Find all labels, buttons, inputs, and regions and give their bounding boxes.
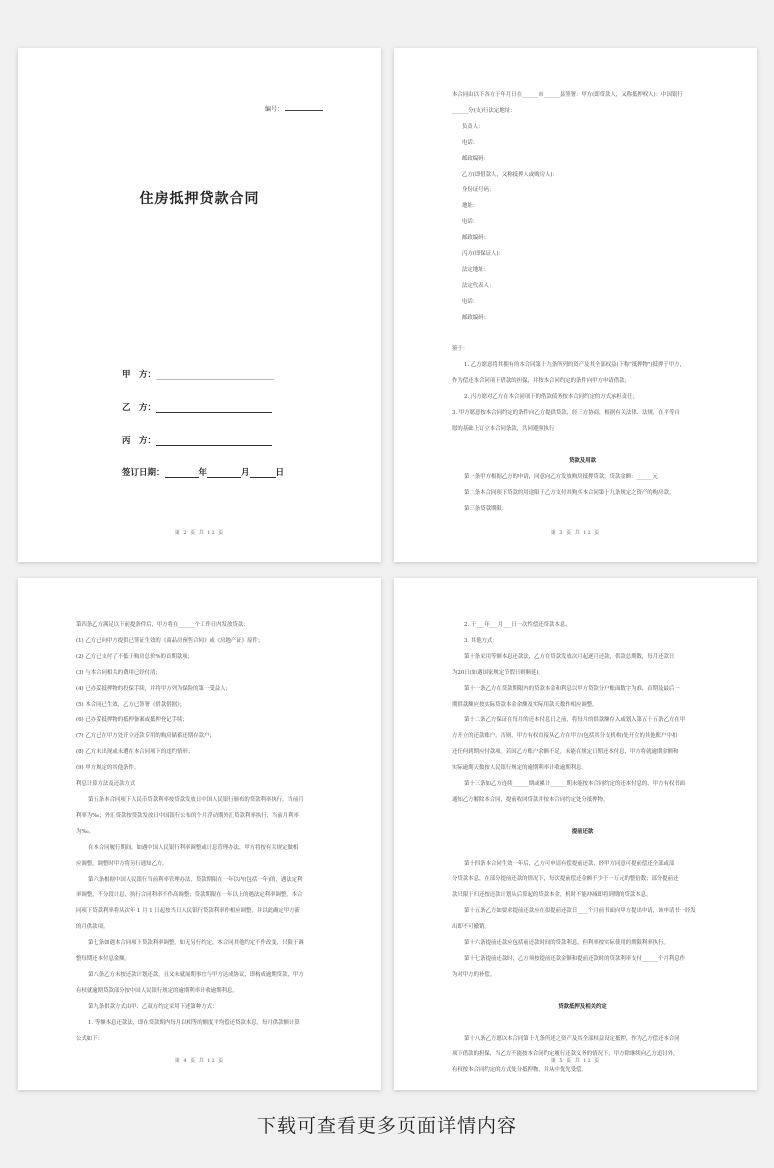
text-line: 分贷款本息，在部分提前还款的情况下，每次提前偿还金额不少于一万元的整倍数；部分提前还	[452, 876, 679, 883]
text-line: (5) 本合同已生效，乙方已签署《借款借据》；	[76, 701, 186, 708]
day-line	[250, 468, 276, 478]
text-line: 有权按本合同约定的方式处分抵押物，并从中优先受偿。	[452, 1067, 587, 1074]
party-c-label: 丙 方：	[122, 436, 157, 446]
text-line: 为‰。	[76, 828, 95, 835]
day-label: 日	[275, 468, 285, 478]
text-line: (6) 已办妥抵押物的抵押备案或抵押登记手续；	[76, 717, 188, 724]
text-line: 公式如下：	[76, 1035, 103, 1042]
download-caption: 下载可查看更多页面详情内容	[256, 1115, 517, 1137]
text-line: 还任何到期应付款项。若因乙方账户余额不足，未能在规定日期还本付息，甲方将就逾期金额和	[452, 749, 679, 756]
text-line: 法定代表人：	[462, 282, 495, 289]
text-line: 第十一条乙方在贷款期限内的贷款本金和利息以甲方贷款分户账面数字为准，首期及最后一	[464, 685, 680, 692]
text-line: 出即不可撤销。	[452, 924, 490, 931]
text-line: 丙方(即保证人)：	[462, 251, 504, 258]
text-line: 2. 于___年___月___日一次性偿还贷款本息。	[464, 622, 571, 628]
text-line: 法定地址：	[462, 266, 489, 273]
text-line: 实际逾期天数按人民银行规定的逾期利率计收逾期利息。	[452, 765, 587, 772]
serial-number-field	[265, 104, 323, 113]
page-number: 第 4 页 共 12 页	[174, 1058, 225, 1064]
text-line: 本合同由以下各方于年月日在______市______县签署：甲方(即贷款人，又称抵押权人)：中国银行	[452, 92, 683, 98]
text-line: 第十三条如乙方连续______期或累计______期未能按本合同约定的还本付息的，甲方有权书面	[464, 781, 686, 788]
text-line: ______分(支)行法定地址：	[452, 107, 516, 114]
document-page-3	[394, 48, 757, 562]
party-c-field	[122, 434, 272, 446]
text-line: 第七条如遇本合同项下贷款利率调整，如无另行约定，本合同其他约定不作改变，只限于调	[88, 940, 304, 947]
text-line: 第八条乙方未按还款计划还款，且又未就展期事宜与甲方达成协议，即构成逾期贷款，甲方	[88, 971, 304, 978]
text-line: 地址：	[462, 203, 479, 210]
text-line: 第十二条乙方保证在每月的还本付息日之前，将每月的供款额存入或划入第五十五条乙方在甲	[464, 717, 686, 724]
text-line: 第十条采用等额本息还款法，乙方在贷款发放次月起逐月还款，供款总期数，每月还款日	[464, 653, 675, 660]
text-line: (9) 甲方规定的其他条件。	[76, 765, 140, 772]
text-line: 第一条甲方根据乙方的申请，同意向乙方发放购房抵押贷款，贷款金额：______元	[464, 473, 659, 480]
page-number: 第 2 页 共 12 页	[174, 530, 225, 536]
text-line: 第十八条乙方愿以本合同第十九条所述之资产及其全部权益设定抵押，作为乙方偿还本合同	[464, 1035, 680, 1042]
text-line: (3) 与本合同相关的费用已经付清；	[76, 669, 161, 676]
text-line: 第五条本合同项下人民币贷款利率按贷款发放日中国人民银行颁布的贷款利率执行，当前月	[88, 796, 304, 803]
page-number: 第 5 页 共 12 页	[550, 1058, 601, 1064]
section-heading: 贷款及用款	[569, 457, 596, 464]
party-c-line	[156, 436, 272, 446]
text-line: 1. 等额本息还款法，即在贷款期内每月以相等的额度平均偿还贷款本息，每月供款额计算	[88, 1019, 300, 1026]
text-line: 的月供款项。	[76, 924, 109, 931]
text-line: 邮政编码：	[462, 314, 489, 321]
sign-date-field	[122, 466, 284, 478]
text-line: (8) 乙方未出现或未遭在本合同项下的违约情形；	[76, 749, 194, 756]
text-line: 愿的基础上订立本合同条款，共同遵照执行	[452, 426, 555, 433]
page-body	[452, 618, 713, 1079]
document-page-4	[18, 578, 381, 1090]
year-label: 年	[198, 468, 208, 478]
text-line: 3. 其他方式：	[464, 637, 498, 644]
contract-title: 住房抵押贷款合同	[139, 191, 260, 207]
month-line	[207, 468, 241, 478]
text-line: 第六条根据中国人民银行当前利率管理办法，贷款期限在一年以内(包括一年)的，遇法定利	[88, 876, 303, 883]
text-line: 1. 乙方愿意将其拥有的本合同第十九条所列的资产及其全部权益(下称"抵押物")抵押于甲方，	[464, 362, 685, 369]
text-line: 同项下贷款利率将从次年 1 月 1 日起按当日人民银行贷款利率作相应调整，并以此确定甲方新	[76, 908, 300, 915]
party-b-field	[122, 401, 272, 413]
party-b-label: 乙 方：	[122, 403, 157, 413]
text-line: 有权就逾期贷款部分按中国人民银行规定的逾期利率计收逾期利息。	[76, 987, 238, 994]
serial-number-label: 编号：	[264, 106, 283, 113]
text-line: 项下借款的担保，当乙方不能按本合同约定履行还款义务的情况下，甲方除继续向乙方追讨外，	[452, 1051, 679, 1058]
party-a-label: 甲 方：	[122, 370, 157, 380]
text-line: 整每期还本付息金额。	[76, 956, 130, 963]
text-line: 率调整，不分段计息，执行合同利率不作高调整；贷款期限在一年以上的遇法定利率调整，本合	[76, 892, 303, 899]
text-line: 第十六条提前还款应包括前还款时间的贷款利息，但利率按实际使用的期限利率执行。	[464, 940, 669, 947]
text-line: 方开立的还款账户，否则，甲方有权直接从乙方在甲方(包括其分支机构)处开立的其他账户中扣	[452, 733, 678, 740]
text-line: 电话：	[462, 219, 479, 226]
text-line: 款只限于归还按还款计划从后算起的贷款本金，机时不能冲减即将到期的贷款本息。	[452, 892, 652, 899]
text-line: 2. 丙方愿对乙方在本合同项下的借款债务按本合同约定的方式承担责任；	[464, 394, 638, 401]
text-line: 鉴于：	[452, 346, 469, 353]
text-line: 第十七条提前还款时，乙方须按提前还款金额和提前还款时的贷款利率支付______个月利息作	[464, 956, 686, 962]
text-line: 身份证号码：	[462, 187, 495, 194]
document-page-5	[394, 578, 757, 1090]
text-line: 为对甲方的补偿。	[452, 971, 496, 978]
text-line: 负责人：	[462, 123, 484, 130]
page-number: 第 3 页 共 12 页	[550, 530, 601, 536]
text-line: 在本合同履行期间，如遇中国人民银行利率调整或计息管理办法，甲方将按有关规定做相	[88, 844, 299, 851]
sign-date-label: 签订日期：	[122, 468, 165, 478]
text-line: 电话：	[462, 298, 479, 305]
text-line: 邮政编码：	[462, 235, 489, 242]
text-line: 通知乙方解除本合同，提前收回贷款并按本合同约定处分抵押物。	[452, 796, 609, 803]
page-body	[452, 88, 713, 517]
text-line: 乙方(即借款人，又称抵押人或购房人)：	[462, 171, 558, 178]
document-page-2	[18, 48, 381, 562]
text-line: 利率为‰；外汇贷款按贷款发放日中国银行公布的个月浮动期外汇贷款利率执行，当前月利率	[76, 812, 299, 819]
month-label: 月	[241, 468, 250, 478]
text-line: (1) 乙方已向甲方提供已签证生效的《商品房预售合同》或《房地产证》原件；	[76, 637, 264, 644]
text-line: 第十五条乙方如要求提前还款应在拟提前还款日____个月前书面向甲方提出申请，该申请书一经发	[464, 908, 696, 915]
section-heading: 贷款抵押及相关约定	[558, 1003, 607, 1010]
text-line: 第四条乙方满足以下前提条件后，甲方将在______个工作日内发放贷款：	[76, 622, 249, 628]
section-heading: 提前还款	[571, 828, 594, 835]
party-a-field	[122, 368, 274, 380]
text-line: (7) 乙方已在甲方处开立还款专用的购房储蓄还期存款户；	[76, 733, 215, 740]
party-b-line	[156, 403, 272, 413]
text-line: 邮政编码：	[462, 155, 489, 162]
text-line: (2) 乙方已支付了不低于购房总价%的首期款项；	[76, 653, 193, 660]
text-line: 作为偿还本合同项下借款的担保，并按本合同约定的条件向甲方申请借款；	[452, 378, 630, 385]
party-a-line	[156, 370, 274, 380]
text-line: 第三条贷款期限：	[464, 505, 508, 512]
text-line: 为20日(如遇国家规定节假日则顺延)。	[452, 669, 544, 676]
text-line: 电话：	[462, 139, 479, 146]
text-line: 第二条本合同项下贷款的用途限于乙方支付其购买本合同第十九条规定之资产的购房款。	[464, 489, 675, 496]
text-line: 期供款额应按实际贷款本金余额及实际用款天数作相应调整。	[452, 701, 598, 708]
text-line: (4) 已办妥抵押物的投保手续，并将甲方列为保险的第一受益人；	[76, 685, 231, 692]
text-line: 第九条供款方式由甲、乙双方约定采用下述第种方式：	[88, 1003, 218, 1010]
year-line	[165, 468, 199, 478]
text-line: 应调整，调整时甲方将另行通知乙方。	[76, 860, 168, 867]
section-heading: 利息计算方法及还款方式	[76, 781, 136, 788]
serial-number-line	[285, 110, 323, 111]
text-line: 3. 甲方愿意按本合同约定的条件向乙方提供贷款，经三方协商，根据有关法律、法规，在平等自	[452, 410, 680, 417]
text-line: 第十四条本合同生效一年后，乙方可申请有偿提前还款，经甲方同意可提前偿还全部或部	[464, 860, 675, 867]
page-body	[76, 618, 337, 1047]
